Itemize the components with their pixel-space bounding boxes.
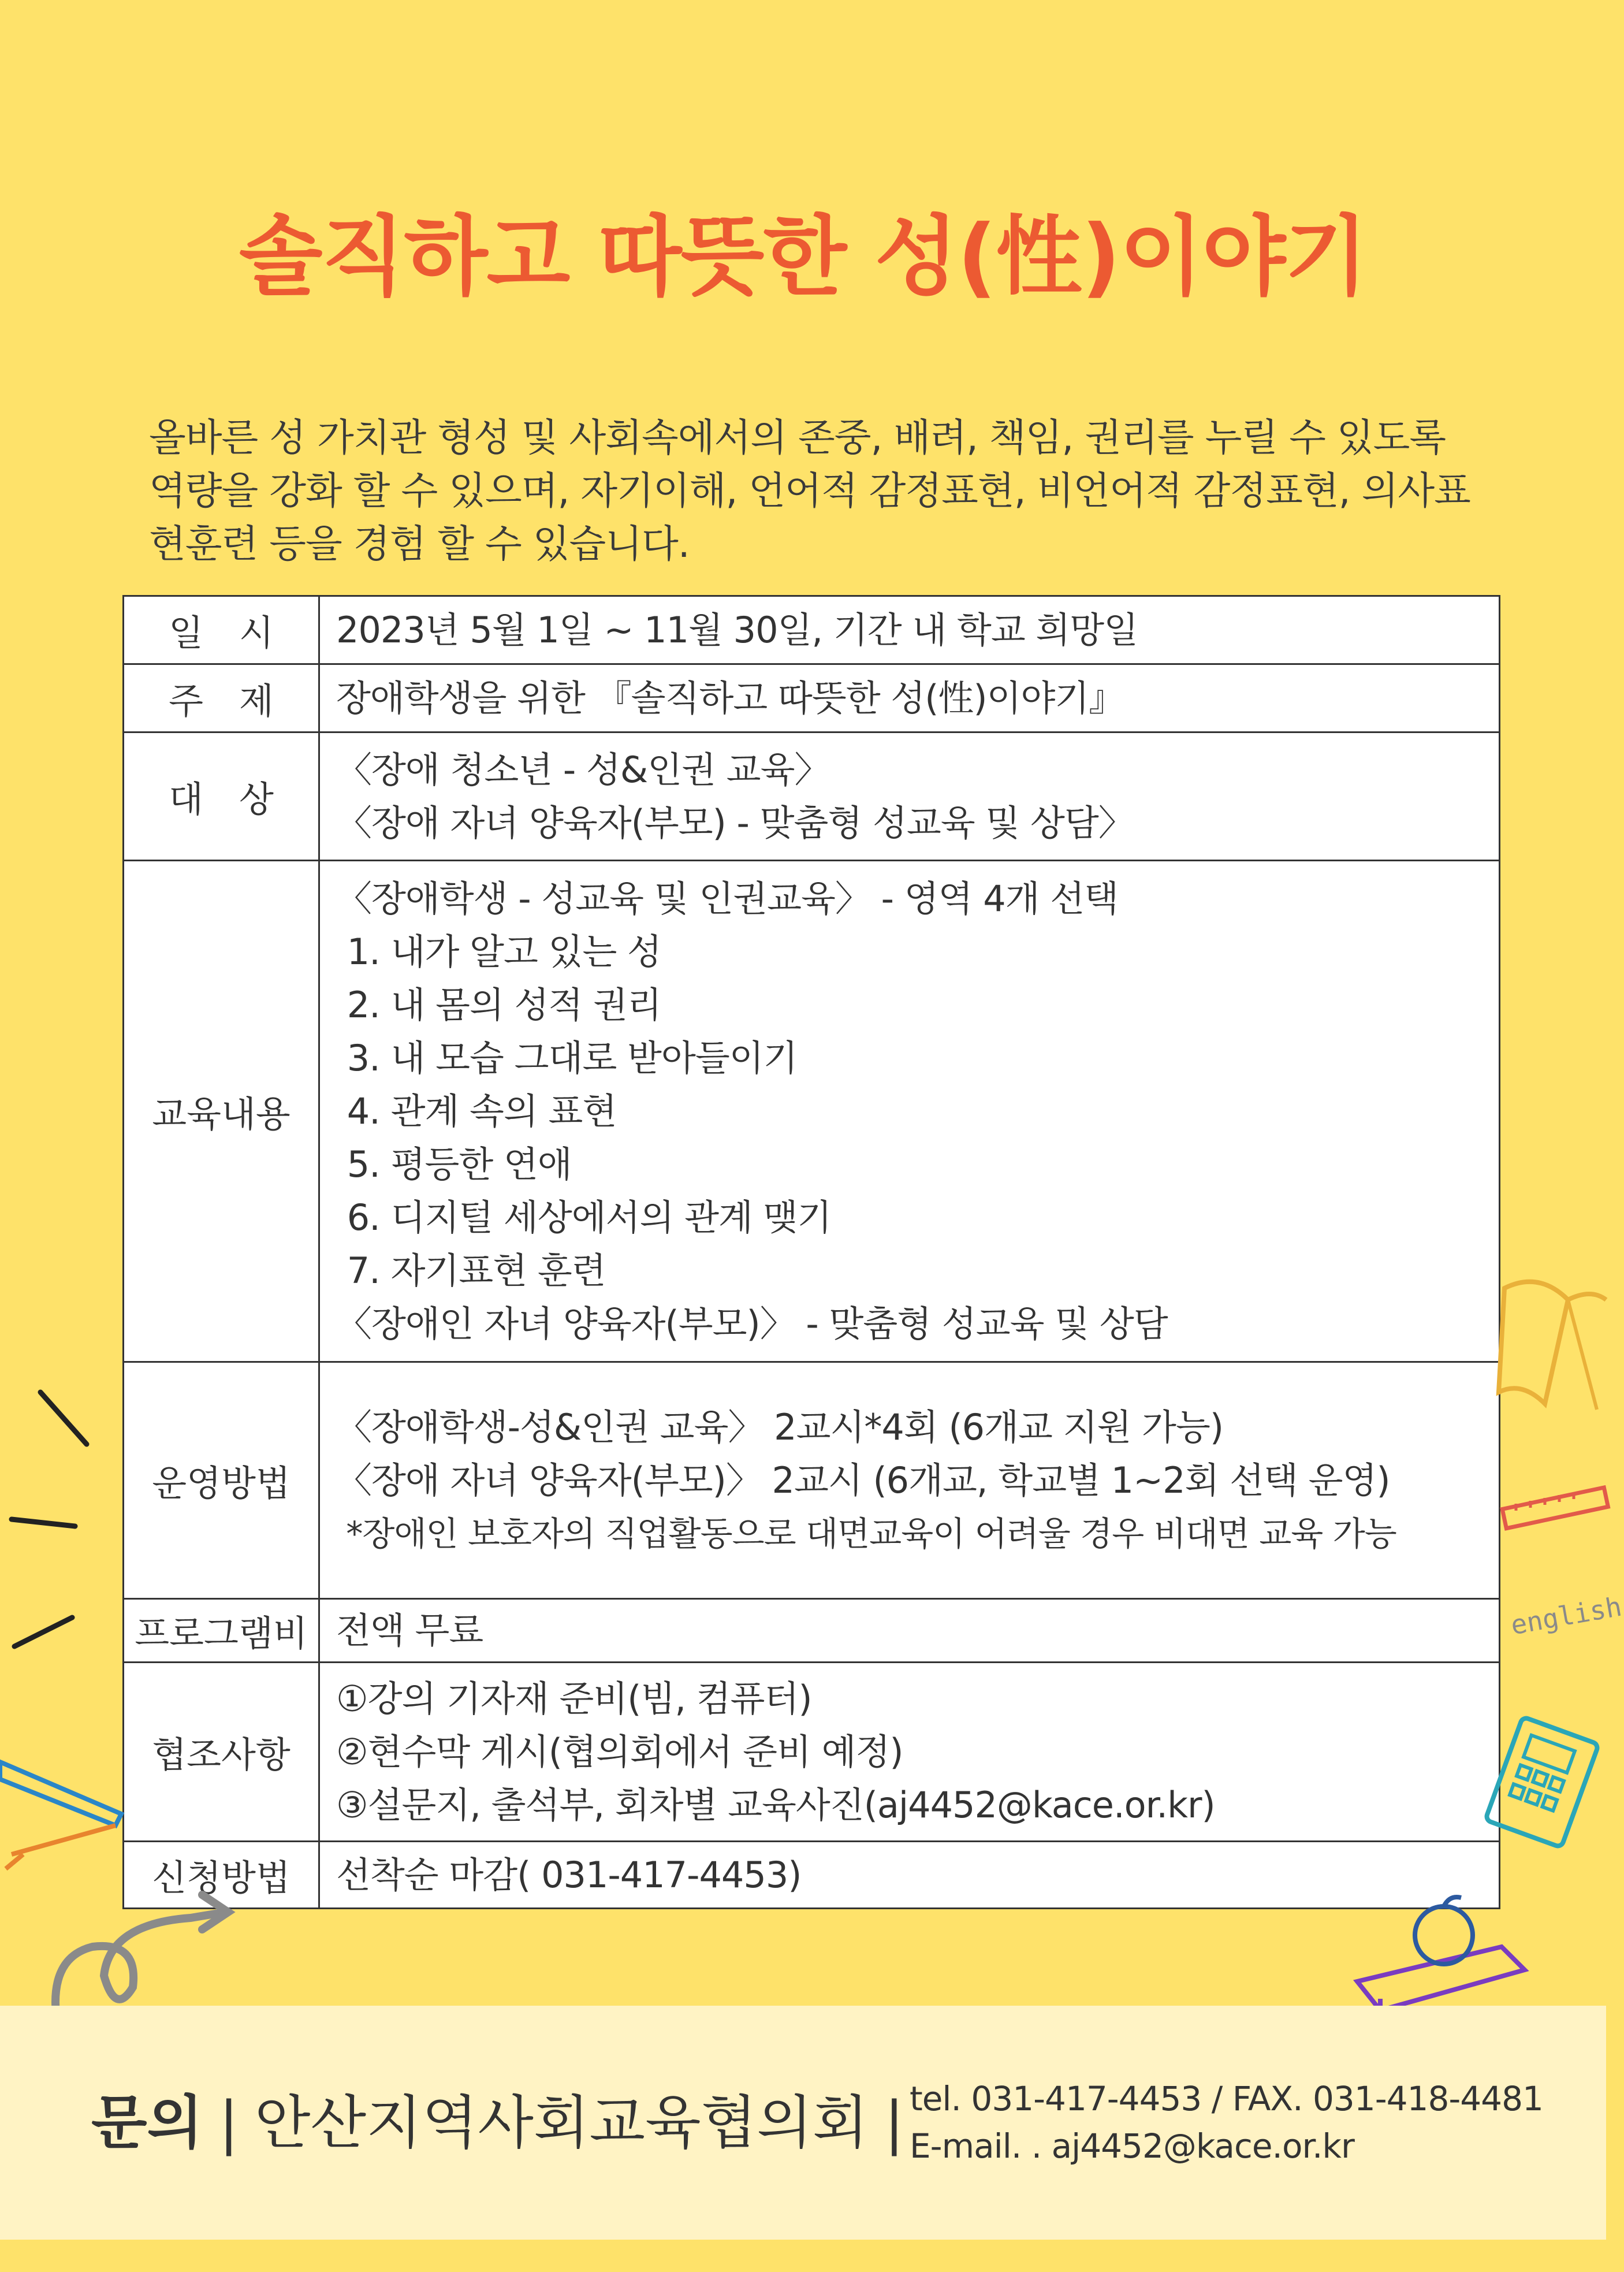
calculator-icon xyxy=(1484,1710,1606,1854)
table-row-cooperation xyxy=(124,1663,1500,1842)
table-row-method xyxy=(124,1362,1500,1599)
intro-line: 올바른 성 가치관 형성 및 사회속에서의 존중, 배려, 책임, 권리를 누릴 수 있도록 xyxy=(149,415,1446,460)
row-label: 협조사항 xyxy=(124,1663,319,1842)
bottom-band xyxy=(0,2240,1606,2272)
intro-line: 역량을 강화 할 수 있으며, 자기이해, 언어적 감정표현, 비언어적 감정표현, 의사표 xyxy=(149,468,1470,513)
english-doodle-text: english xyxy=(1508,1590,1624,1641)
row-label: 프로그램비 xyxy=(124,1599,319,1663)
table-row-apply xyxy=(124,1842,1500,1909)
row-label: 신청방법 xyxy=(124,1842,319,1909)
row-value: 선착순 마감( 031-417-4453) xyxy=(319,1842,1500,1909)
footer-contact xyxy=(91,2083,920,2163)
page-title: 솔직하고 따뜻한 성(性)이야기 xyxy=(239,207,1368,307)
row-value: 2023년 5월 1일 ~ 11월 30일, 기간 내 학교 희망일 xyxy=(319,596,1500,664)
row-label: 대상 xyxy=(124,732,319,861)
info-table xyxy=(122,595,1500,1909)
row-label: 교육내용 xyxy=(124,861,319,1362)
footer-details xyxy=(910,2075,1543,2170)
divider: | xyxy=(219,2089,239,2156)
organization-name: 안산지역사회교육협의회 xyxy=(254,2089,869,2156)
row-label: 운영방법 xyxy=(124,1362,319,1599)
email: E-mail. . aj4452@kace.or.kr xyxy=(910,2126,1354,2166)
row-value: ①강의 기자재 준비(빔, 컴퓨터) ②현수막 게시(협의회에서 준비 예정) ③설문지, 출석부, 회차별 교육사진(aj4452@kace.or.kr) xyxy=(319,1663,1500,1842)
row-value: 〈장애 청소년 - 성&인권 교육〉 〈장애 자녀 양육자(부모) - 맞춤형 성교육 및 상담〉 xyxy=(319,732,1500,861)
table-row-date xyxy=(124,596,1500,664)
pen-icon xyxy=(0,1745,133,1883)
phone-fax: tel. 031-417-4453 / FAX. 031-418-4481 xyxy=(910,2079,1543,2118)
row-label: 일시 xyxy=(124,596,319,664)
book-apple-icon xyxy=(1351,1895,1542,2022)
row-label: 주제 xyxy=(124,664,319,732)
intro-line: 현훈련 등을 경험 할 수 있습니다. xyxy=(149,522,690,566)
row-value: 장애학생을 위한 『솔직하고 따뜻한 성(性)이야기』 xyxy=(319,664,1500,732)
row-value: 〈장애학생-성&인권 교육〉 2교시*4회 (6개교 지원 가능) 〈장애 자녀 양육자(부모)〉 2교시 (6개교, 학교별 1~2회 선택 운영) *장애인 보호자의 직업활동으로 대면교육이 어려울 경우 비대면 교육 가능 xyxy=(319,1362,1500,1599)
table-row-topic xyxy=(124,664,1500,732)
table-row-fee xyxy=(124,1599,1500,1663)
row-value: 전액 무료 xyxy=(319,1599,1500,1663)
inquiry-label: 문의 xyxy=(91,2089,203,2156)
ruler-icon xyxy=(1499,1476,1606,1540)
table-row-content xyxy=(124,861,1500,1362)
open-book-icon xyxy=(1499,1265,1606,1415)
emphasis-lines-icon xyxy=(0,1375,116,1675)
intro-paragraph xyxy=(149,411,1489,571)
table-row-target xyxy=(124,732,1500,861)
divider: | xyxy=(884,2089,904,2156)
footer-band xyxy=(0,2006,1606,2240)
row-value: 〈장애학생 - 성교육 및 인권교육〉 - 영역 4개 선택 1. 내가 알고 있는 성 2. 내 몸의 성적 권리 3. 내 모습 그대로 받아들이기 4. 관계 속의 표현 5. 평등한 연애 6. 디지털 세상에서의 관계 맺기 7. 자기표현 훈련 〈장애인 자녀 양육자(부모)〉 - 맞춤형 성교육 및 상담 xyxy=(319,861,1500,1362)
